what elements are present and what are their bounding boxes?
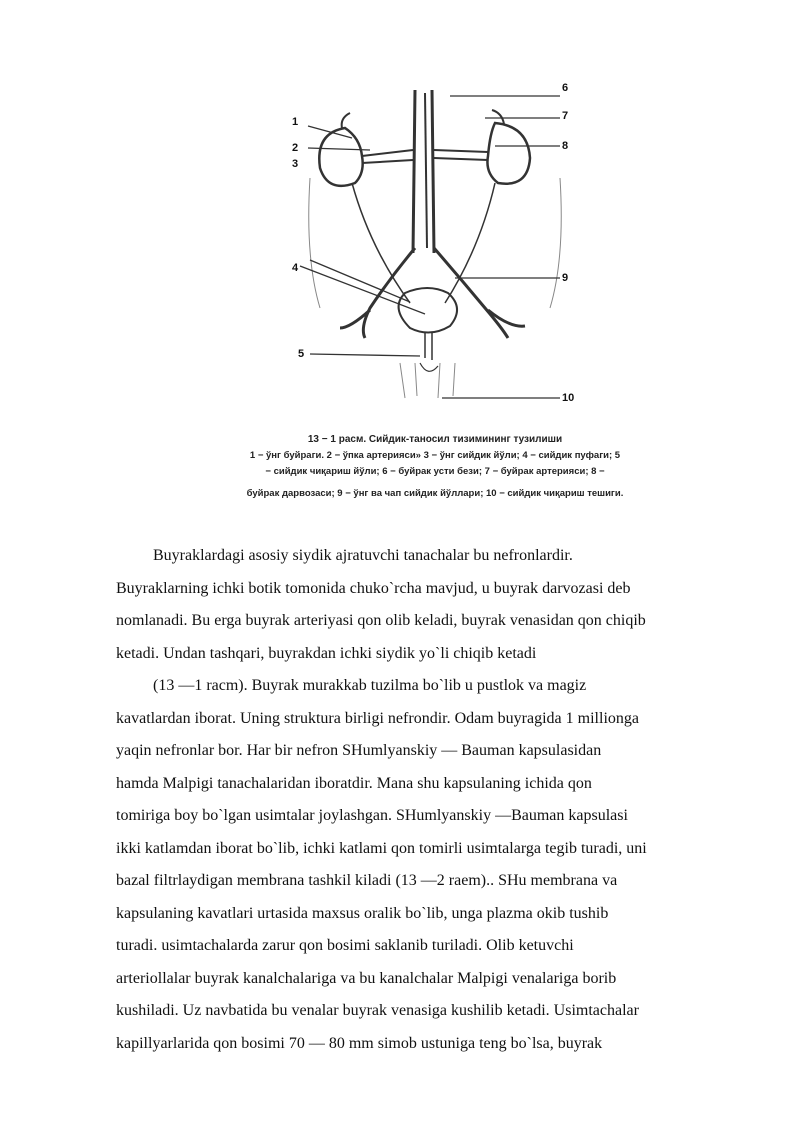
- paragraph-line: ikki katlamdan iborat bo`lib, ichki katlami qon tomirli usimtalarga tegib turadi, uni: [116, 839, 647, 857]
- figure-caption: [200, 432, 670, 502]
- urinary-system-figure: [270, 78, 600, 418]
- figure-label-3: 3: [292, 158, 299, 170]
- paragraph-line: kavatlardan iborat. Uning struktura birligi nefrondir. Odam buyragida 1 millionga: [116, 709, 639, 727]
- paragraph-line: hamda Malpigi tanachalaridan iboratdir. Mana shu kapsulaning ichida qon: [116, 774, 592, 792]
- figure-label-2: 2: [292, 142, 299, 154]
- figure-caption-line: − сийдик чиқариш йўли; 6 − буйрак усти бези; 7 − буйрак артерияси; 8 −: [265, 466, 605, 477]
- paragraph-line: yaqin nefronlar bor. Har bir nefron SHumlyanskiy — Bauman kapsulasidan: [116, 742, 602, 759]
- figure-label-6: 6: [562, 82, 569, 94]
- figure-caption-title: 13 − 1 расм. Сийдик-таносил тизимининг тузилиши: [307, 434, 563, 445]
- figure-label-4: 4: [292, 262, 299, 274]
- figure-label-7: 7: [562, 110, 569, 122]
- figure-label-10: 10: [562, 392, 575, 404]
- paragraph-line: kapsulaning kavatlari urtasida maxsus oralik bo`lib, unga plazma okib tushib: [116, 904, 609, 922]
- figure-label-1: 1: [292, 116, 299, 128]
- paragraph-line: Buyraklardagi asosiy siydik ajratuvchi tanachalar bu nefronlardir.: [153, 547, 573, 564]
- paragraph-line: arteriollalar buyrak kanalchalariga va bu kanalchalar Malpigi venalariga borib: [116, 969, 617, 987]
- paragraph-line: Buyraklarning ichki botik tomonida chuko`rcha mavjud, u buyrak darvozasi deb: [116, 579, 631, 597]
- paragraph-line: tomiriga boy bo`lgan usimtalar joylashgan. SHumlyanskiy —Bauman kapsulasi: [116, 807, 628, 824]
- urinary-system-drawing: [270, 78, 600, 418]
- figure-caption-line: буйрак дарвозаси; 9 − ўнг ва чап сийдик йўллари; 10 − сийдик чиқариш тешиги.: [246, 488, 624, 499]
- paragraph-line: bazal filtrlaydigan membrana tashkil kiladi (13 —2 raem).. SHu membrana va: [116, 872, 618, 889]
- paragraph-line: nomlanadi. Bu erga buyrak arteriyasi qon olib keladi, buyrak venasidan qon chiqib: [116, 612, 646, 629]
- paragraph-line: (13 —1 racm). Buyrak murakkab tuzilma bo`lib u pustlok va magiz: [153, 677, 587, 694]
- paragraph-line: turadi. usimtachalarda zarur qon bosimi saklanib turiladi. Olib ketuvchi: [116, 937, 574, 954]
- figure-label-8: 8: [562, 140, 569, 152]
- paragraph-line: kapillyarlarida qon bosimi 70 — 80 mm simob ustuniga teng bo`lsa, buyrak: [116, 1034, 603, 1052]
- figure-label-9: 9: [562, 272, 569, 284]
- figure-caption-line: 1 − ўнг буйраги. 2 − ўпка артерияси» 3 − ўнг сийдик йўли; 4 − сийдик пуфаги; 5: [249, 450, 621, 461]
- paragraph-line: kushiladi. Uz navbatida bu venalar buyrak venasiga kushilib ketadi. Usimtachalar: [116, 1002, 639, 1019]
- body-text: [116, 540, 746, 1060]
- paragraph-line: ketadi. Undan tashqari, buyrakdan ichki siydik yo`li chiqib ketadi: [116, 644, 537, 662]
- figure-label-5: 5: [298, 348, 305, 360]
